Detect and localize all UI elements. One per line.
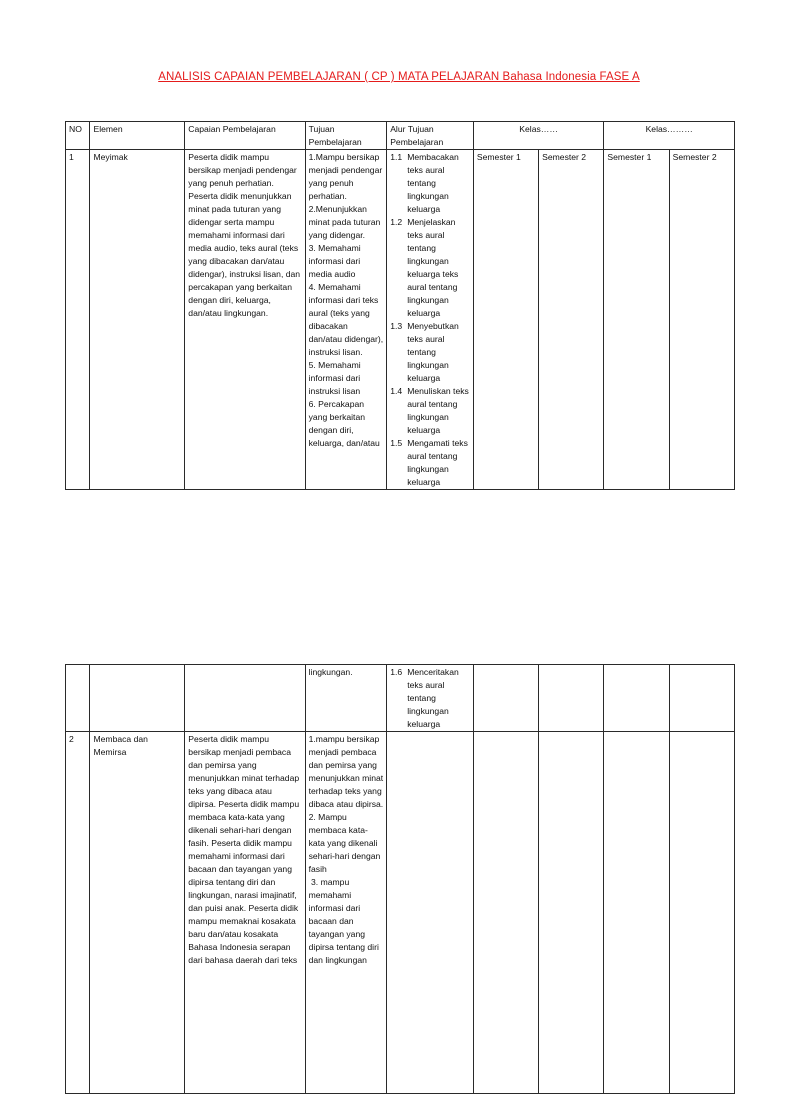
cp-analysis-table (65, 121, 735, 490)
row-alur (387, 665, 474, 732)
semester-2-cell: Semester 2 (539, 150, 604, 490)
header-kelas-2: Kelas……… (604, 122, 735, 150)
row-tujuan: 1.mampu bersikap menjadi pembaca dan pemirsa yang menunjukkan minat terhadap teks yang dibaca atau dipirsa. 2. Mampu membaca kata-kata yang dikenali sehari-hari dengan fasih 3. mampu memahami informasi dari bacaan dan tayangan yang dipirsa tentang diri dan lingkungan (305, 732, 387, 1094)
table-row (66, 665, 735, 732)
alur-item: 1.6 Menceritakan teks aural tentang lingkungan keluarga (390, 667, 459, 729)
row-alur (387, 150, 474, 490)
row-number: 2 (66, 732, 90, 1094)
alur-item: 1.2 Menjelaskan teks aural tentang lingkungan keluarga teks aural tentang lingkungan keluarga (390, 217, 459, 318)
alur-item: 1.5 Mengamati teks aural tentang lingkungan keluarga (390, 438, 468, 487)
table-row (66, 732, 735, 1094)
alur-item: 1.4 Menuliskan teks aural tentang lingkungan keluarga (390, 386, 469, 435)
header-alur: Alur Tujuan Pembelajaran (387, 122, 474, 150)
table-row (66, 150, 735, 490)
header-kelas-1: Kelas…… (473, 122, 604, 150)
header-elemen: Elemen (90, 122, 185, 150)
header-tujuan: Tujuan Pembelajaran (305, 122, 387, 150)
row-capaian: Peserta didik mampu bersikap menjadi pembaca dan pemirsa yang menunjukkan minat terhadap teks yang dibaca atau dipirsa. Peserta didik mampu membaca kata-kata yang dikenali sehari-hari dengan fasih. Peserta didik mampu memahami informasi dari bacaan dan tayangan yang dipirsa tentang diri dan lingkungan, narasi imajinatif, dan puisi anak. Peserta didik mampu memaknai kosakata baru dan/atau kosakata Bahasa Indonesia serapan dari bahasa daerah dari teks (185, 732, 305, 1094)
page-title: ANALISIS CAPAIAN PEMBELAJARAN ( CP ) MATA PELAJARAN Bahasa Indonesia FASE A (158, 71, 640, 83)
table-header-row (66, 122, 735, 150)
row-elemen: Meyimak (90, 150, 185, 490)
cp-analysis-table-continued (65, 664, 735, 1094)
semester-1-cell: Semester 1 (473, 150, 538, 490)
row-tujuan: lingkungan. (305, 665, 387, 732)
header-no: NO (66, 122, 90, 150)
row-capaian: Peserta didik mampu bersikap menjadi pendengar yang penuh perhatian. Peserta didik menunjukkan minat pada tuturan yang didengar serta mampu memahami informasi dari media audio, teks aural (teks yang dibacakan dan/atau didengar), instruksi lisan, dan percakapan yang berkaitan dengan diri, keluarga, dan/atau lingkungan. (185, 150, 305, 490)
row-elemen: Membaca dan Memirsa (90, 732, 185, 1094)
row-tujuan: 1.Mampu bersikap menjadi pendengar yang penuh perhatian. 2.Menunjukkan minat pada tuturan yang didengar. 3. Memahami informasi dari media audio 4. Memahami informasi dari teks aural (teks yang dibacakan dan/atau didengar), instruksi lisan. 5. Memahami informasi dari instruksi lisan 6. Percakapan yang berkaitan dengan diri, keluarga, dan/atau (305, 150, 387, 490)
semester-2-cell: Semester 2 (669, 150, 734, 490)
semester-1-cell: Semester 1 (604, 150, 669, 490)
alur-item: 1.1 Membacakan teks aural tentang lingkungan keluarga (390, 152, 459, 214)
row-number: 1 (66, 150, 90, 490)
alur-item: 1.3 Menyebutkan teks aural tentang lingkungan keluarga (390, 321, 459, 383)
header-capaian: Capaian Pembelajaran (185, 122, 305, 150)
